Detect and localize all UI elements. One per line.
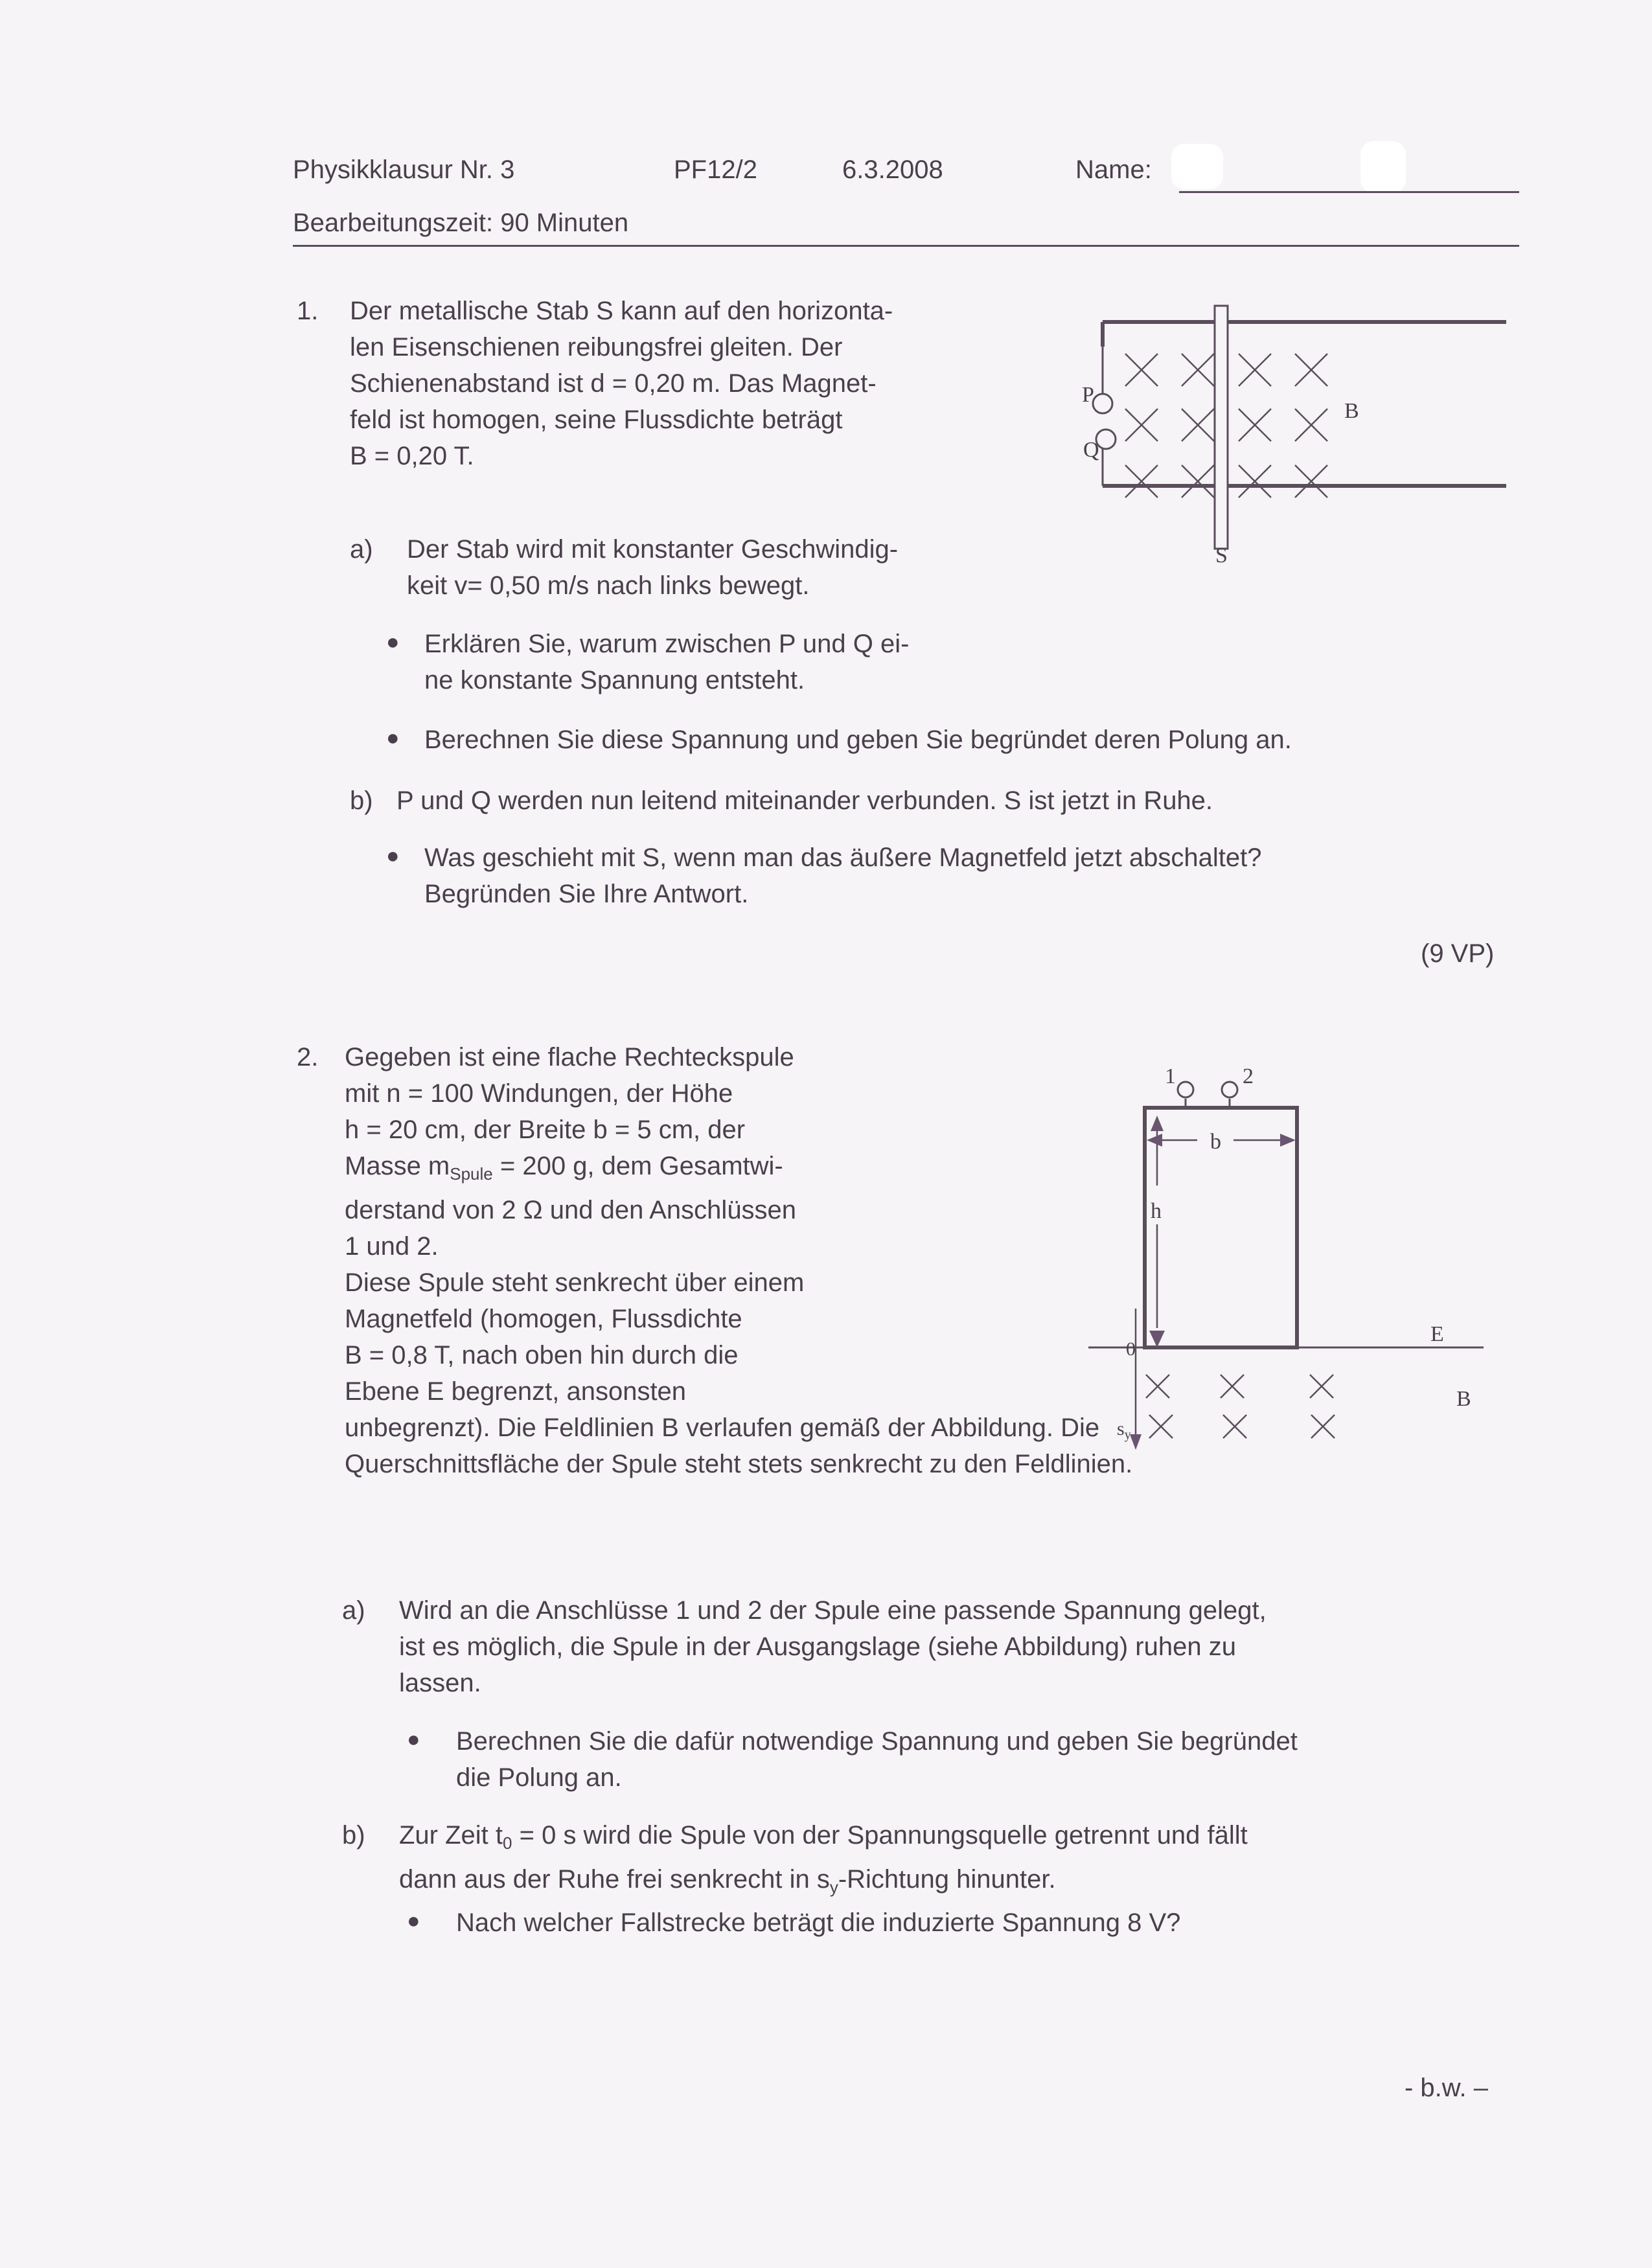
task2-number: 2. — [297, 1043, 319, 1071]
terminal-2 — [1222, 1082, 1237, 1097]
mass-pre: Masse m — [345, 1152, 450, 1180]
coil-figure — [1088, 1056, 1581, 1458]
terminal-1 — [1178, 1082, 1193, 1097]
task1-points: (9 VP) — [1421, 939, 1495, 968]
task1-b-bullet: Begründen Sie Ihre Antwort. — [424, 880, 749, 908]
bullet-icon: ● — [386, 726, 400, 750]
task1-a-bullet2: Berechnen Sie diese Spannung und geben Sie begründet deren Polung an. — [424, 726, 1292, 754]
label-field-b: B — [1456, 1387, 1471, 1411]
task1-intro — [350, 293, 893, 474]
task1-intro-line: Der metallische Stab S kann auf den horizonta- — [350, 297, 893, 325]
task2-intro-line: Ebene E begrenzt, ansonsten — [345, 1377, 687, 1406]
task2-a-line: Wird an die Anschlüsse 1 und 2 der Spule eine passende Spannung gelegt, — [399, 1596, 1267, 1625]
label-b: B — [1344, 399, 1359, 423]
task2-intro-line: derstand von 2 Ω und den Anschlüssen — [345, 1196, 797, 1224]
task2-intro-line: Querschnittsfläche der Spule steht stets senkrecht zu den Feldlinien. — [345, 1450, 1133, 1478]
task2-intro-line: Gegeben ist eine flache Rechteckspule — [345, 1043, 794, 1071]
task2-a-bullet: die Polung an. — [456, 1763, 622, 1792]
task1-a-line: keit v= 0,50 m/s nach links bewegt. — [407, 571, 810, 600]
task2-b-line2 — [399, 1861, 1248, 1905]
task2-mass-line — [345, 1148, 1132, 1192]
task2-intro-line: Magnetfeld (homogen, Flussdichte — [345, 1305, 742, 1333]
sy-arrowhead — [1130, 1434, 1141, 1450]
task2-b-label: b) — [342, 1821, 365, 1850]
task2-intro-line: B = 0,8 T, nach oben hin durch die — [345, 1341, 739, 1369]
task2-intro-line: 1 und 2. — [345, 1232, 439, 1261]
label-p: P — [1082, 383, 1094, 407]
h-arrowhead-down — [1149, 1331, 1165, 1347]
b-line2-post: -Richtung hinunter. — [838, 1865, 1056, 1894]
task1-a-bullet1: ne konstante Spannung entsteht. — [424, 666, 805, 694]
task1-intro-line: Schienenabstand ist d = 0,20 m. Das Magnet- — [350, 369, 877, 398]
header-divider — [293, 245, 1519, 247]
b-arrowhead-right — [1280, 1134, 1296, 1147]
task2-a-bullet: Berechnen Sie die dafür notwendige Spannung und geben Sie begründet — [456, 1727, 1298, 1756]
label-terminal-2: 2 — [1243, 1064, 1254, 1088]
task2-b-line1 — [399, 1817, 1248, 1861]
task1-number: 1. — [297, 297, 319, 325]
bullet-icon: ● — [386, 843, 400, 868]
name-redaction — [1171, 144, 1223, 189]
b-line2-sub: y — [829, 1877, 838, 1897]
task1-b-label: b) — [350, 786, 373, 815]
bullet-icon: ● — [407, 1727, 420, 1752]
b-line1-pre: Zur Zeit t — [399, 1821, 503, 1850]
mass-post: = 200 g, dem Gesamtwi- — [492, 1152, 783, 1180]
b-line2-pre: dann aus der Ruhe frei senkrecht in s — [399, 1865, 830, 1894]
course-code: PF12/2 — [674, 155, 757, 184]
b-line1-post: = 0 s wird die Spule von der Spannungsquelle getrennt und fällt — [512, 1821, 1248, 1850]
name-label: Name: — [1075, 155, 1152, 184]
terminal-p — [1093, 394, 1112, 413]
bullet-icon: ● — [386, 630, 400, 654]
rod-s — [1215, 306, 1228, 549]
field-crosses — [1146, 1375, 1335, 1438]
task1-b-bullet: Was geschieht mit S, wenn man das äußere Magnetfeld jetzt abschaltet? — [424, 843, 1262, 872]
label-sy: $s_y$ — [1117, 1418, 1131, 1442]
label-origin: 0 — [1126, 1338, 1136, 1360]
task2-intro-line: Diese Spule steht senkrecht über einem — [345, 1268, 805, 1297]
rail-figure — [1069, 292, 1555, 564]
task1-b-text: P und Q werden nun leitend miteinander verbunden. S ist jetzt in Ruhe. — [396, 786, 1213, 815]
task1-intro-line: feld ist homogen, seine Flussdichte beträgt — [350, 406, 843, 434]
exam-title: Physikklausur Nr. 3 — [293, 155, 515, 184]
task1-a-label: a) — [350, 535, 373, 564]
task2-b-bullet: Nach welcher Fallstrecke beträgt die induzierte Spannung 8 V? — [456, 1908, 1181, 1937]
label-height-h: h — [1151, 1199, 1162, 1223]
task2-intro — [345, 1039, 1132, 1482]
task2-intro-line: h = 20 cm, der Breite b = 5 cm, der — [345, 1116, 746, 1144]
name-redaction-2 — [1360, 141, 1406, 193]
task2-intro-line: mit n = 100 Windungen, der Höhe — [345, 1079, 733, 1108]
task1-a-line: Der Stab wird mit konstanter Geschwindig- — [407, 535, 899, 564]
name-field-line[interactable] — [1179, 191, 1519, 193]
b-line1-sub: 0 — [503, 1833, 512, 1853]
exam-date: 6.3.2008 — [842, 155, 943, 184]
label-width-b: b — [1210, 1130, 1221, 1154]
mass-sub: Spule — [450, 1164, 493, 1184]
label-plane-e: E — [1430, 1322, 1444, 1346]
task2-a-line: lassen. — [399, 1669, 481, 1697]
task2-a-line: ist es möglich, die Spule in der Ausgangslage (siehe Abbildung) ruhen zu — [399, 1632, 1236, 1661]
label-terminal-1: 1 — [1165, 1064, 1176, 1088]
label-q: Q — [1083, 438, 1099, 462]
task2-a-label: a) — [342, 1596, 365, 1625]
duration-text: Bearbeitungszeit: 90 Minuten — [293, 209, 629, 237]
task1-a-bullet1: Erklären Sie, warum zwischen P und Q ei- — [424, 630, 910, 658]
h-arrowhead-up — [1151, 1116, 1164, 1131]
continue-note: - b.w. – — [1405, 2074, 1488, 2102]
b-arrowhead-left — [1147, 1134, 1162, 1147]
bullet-icon: ● — [407, 1908, 420, 1933]
label-s: S — [1215, 544, 1228, 564]
task1-intro-line: len Eisenschienen reibungsfrei gleiten. Der — [350, 333, 843, 361]
task2-intro-line: unbegrenzt). Die Feldlinien B verlaufen gemäß der Abbildung. Die — [345, 1414, 1100, 1442]
task1-intro-line: B = 0,20 T. — [350, 442, 474, 470]
